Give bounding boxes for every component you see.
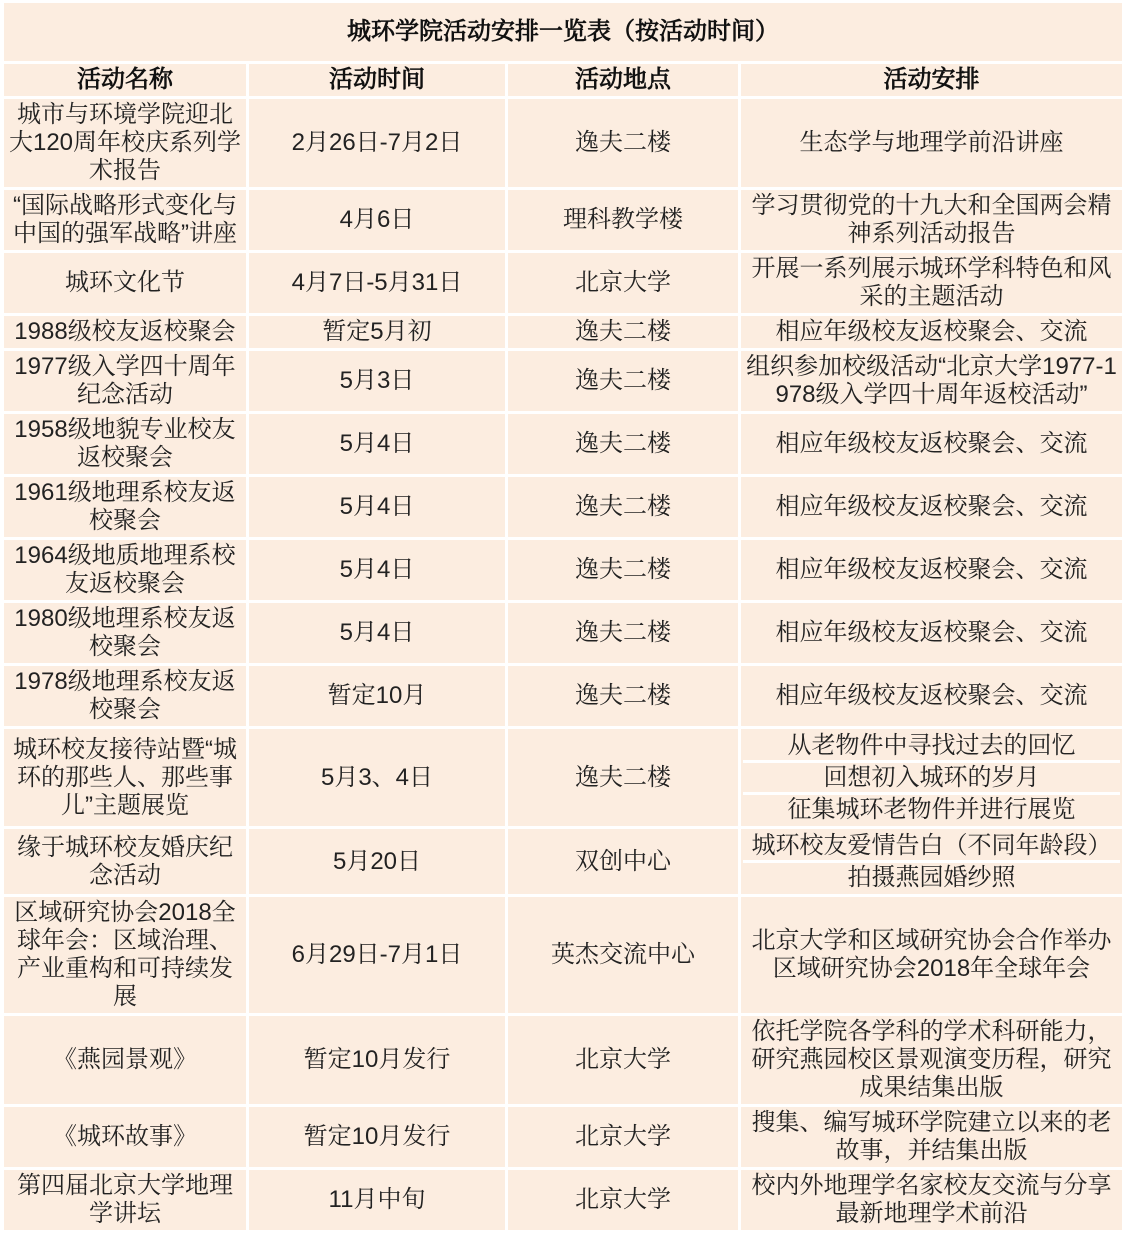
table-row [4, 666, 1122, 726]
table-row [4, 414, 1122, 474]
activity-time-cell: 11月中旬 [249, 1170, 505, 1230]
activity-location-cell: 北京大学 [508, 1107, 738, 1167]
activity-arrangement-cell [741, 729, 1122, 826]
activity-arrangement-cell: 校内外地理学名家校友交流与分享最新地理学术前沿 [741, 1170, 1122, 1230]
activity-name-cell: 《燕园景观》 [4, 1016, 246, 1104]
activity-name-cell: 《城环故事》 [4, 1107, 246, 1167]
table-row [4, 1107, 1122, 1167]
table-row [4, 729, 1122, 826]
activity-location-cell: 逸夫二楼 [508, 351, 738, 411]
activity-location-cell: 双创中心 [508, 829, 738, 894]
activity-arrangement-cell: 相应年级校友返校聚会、交流 [741, 666, 1122, 726]
activity-location-cell: 逸夫二楼 [508, 316, 738, 348]
activity-arrangement-cell: 搜集、编写城环学院建立以来的老故事，并结集出版 [741, 1107, 1122, 1167]
activity-location-cell: 北京大学 [508, 1170, 738, 1230]
activity-time-cell: 暂定5月初 [249, 316, 505, 348]
activity-name-cell: 1988级校友返校聚会 [4, 316, 246, 348]
table-row [4, 897, 1122, 1013]
activity-time-cell: 暂定10月 [249, 666, 505, 726]
activity-location-cell: 北京大学 [508, 253, 738, 313]
arrangement-sub-item: 城环校友爱情告白（不同年龄段） [751, 831, 1112, 859]
activity-time-cell: 5月3、4日 [249, 729, 505, 826]
table-body [4, 99, 1122, 1230]
table-row [4, 540, 1122, 600]
table-row [4, 477, 1122, 537]
activity-name-cell: 缘于城环校友婚庆纪念活动 [4, 829, 246, 894]
activity-location-cell: 理科教学楼 [508, 190, 738, 250]
activity-time-cell: 暂定10月发行 [249, 1107, 505, 1167]
table-row [4, 99, 1122, 187]
activity-name-cell: “国际战略形式变化与中国的强军战略”讲座 [4, 190, 246, 250]
column-header-activity-name: 活动名称 [4, 64, 246, 96]
activity-time-cell: 2月26日-7月2日 [249, 99, 505, 187]
activity-time-cell: 暂定10月发行 [249, 1016, 505, 1104]
activity-name-cell: 城环文化节 [4, 253, 246, 313]
activity-location-cell: 逸夫二楼 [508, 414, 738, 474]
header-row [4, 64, 1122, 96]
activity-name-cell: 1977级入学四十周年纪念活动 [4, 351, 246, 411]
activity-location-cell: 英杰交流中心 [508, 897, 738, 1013]
table-row [4, 1170, 1122, 1230]
activity-time-cell: 4月7日-5月31日 [249, 253, 505, 313]
activity-arrangement-cell: 相应年级校友返校聚会、交流 [741, 540, 1122, 600]
activity-time-cell: 5月4日 [249, 603, 505, 663]
activity-name-cell: 城环校友接待站暨“城环的那些人、那些事儿”主题展览 [4, 729, 246, 826]
activity-time-cell: 5月4日 [249, 414, 505, 474]
activity-arrangement-cell [741, 829, 1122, 894]
activity-location-cell: 逸夫二楼 [508, 540, 738, 600]
table-row [4, 190, 1122, 250]
activity-arrangement-cell: 相应年级校友返校聚会、交流 [741, 316, 1122, 348]
activity-name-cell: 1964级地质地理系校友返校聚会 [4, 540, 246, 600]
activity-arrangement-cell: 生态学与地理学前沿讲座 [741, 99, 1122, 187]
activity-time-cell: 5月4日 [249, 477, 505, 537]
activity-arrangement-cell: 相应年级校友返校聚会、交流 [741, 414, 1122, 474]
activity-location-cell: 逸夫二楼 [508, 477, 738, 537]
arrangement-sub-item: 拍摄燕园婚纱照 [743, 860, 1120, 892]
activity-arrangement-cell: 相应年级校友返校聚会、交流 [741, 603, 1122, 663]
activity-arrangement-cell: 相应年级校友返校聚会、交流 [741, 477, 1122, 537]
arrangement-sub-item: 从老物件中寻找过去的回忆 [787, 731, 1076, 759]
activity-time-cell: 5月20日 [249, 829, 505, 894]
column-header-activity-time: 活动时间 [249, 64, 505, 96]
activity-time-cell: 5月3日 [249, 351, 505, 411]
activity-schedule-table [1, 0, 1125, 1233]
activity-location-cell: 逸夫二楼 [508, 666, 738, 726]
activity-location-cell: 逸夫二楼 [508, 729, 738, 826]
activity-time-cell: 4月6日 [249, 190, 505, 250]
table-row [4, 253, 1122, 313]
activity-arrangement-cell: 开展一系列展示城环学科特色和风采的主题活动 [741, 253, 1122, 313]
column-header-activity-arrangement: 活动安排 [741, 64, 1122, 96]
activity-name-cell: 1980级地理系校友返校聚会 [4, 603, 246, 663]
arrangement-sub-item: 征集城环老物件并进行展览 [743, 792, 1120, 824]
activity-location-cell: 逸夫二楼 [508, 603, 738, 663]
activity-arrangement-cell: 北京大学和区域研究协会合作举办区域研究协会2018年全球年会 [741, 897, 1122, 1013]
activity-name-cell: 1958级地貌专业校友返校聚会 [4, 414, 246, 474]
activity-name-cell: 1978级地理系校友返校聚会 [4, 666, 246, 726]
activity-name-cell: 城市与环境学院迎北大120周年校庆系列学术报告 [4, 99, 246, 187]
table-row [4, 316, 1122, 348]
table-row [4, 351, 1122, 411]
table-row [4, 603, 1122, 663]
title-row [4, 3, 1122, 61]
activity-time-cell: 5月4日 [249, 540, 505, 600]
activity-time-cell: 6月29日-7月1日 [249, 897, 505, 1013]
table-row [4, 829, 1122, 894]
table-row [4, 1016, 1122, 1104]
activity-arrangement-cell: 依托学院各学科的学术科研能力，研究燕园校区景观演变历程，研究成果结集出版 [741, 1016, 1122, 1104]
activity-name-cell: 第四届北京大学地理学讲坛 [4, 1170, 246, 1230]
activity-arrangement-cell: 学习贯彻党的十九大和全国两会精神系列活动报告 [741, 190, 1122, 250]
column-header-activity-location: 活动地点 [508, 64, 738, 96]
activity-name-cell: 区域研究协会2018全球年会：区域治理、产业重构和可持续发展 [4, 897, 246, 1013]
arrangement-sub-item: 回想初入城环的岁月 [743, 760, 1120, 792]
activity-name-cell: 1961级地理系校友返校聚会 [4, 477, 246, 537]
activity-arrangement-cell: 组织参加校级活动“北京大学1977-1978级入学四十周年返校活动” [741, 351, 1122, 411]
table-title: 城环学院活动安排一览表（按活动时间） [4, 3, 1122, 61]
activity-location-cell: 逸夫二楼 [508, 99, 738, 187]
activity-location-cell: 北京大学 [508, 1016, 738, 1104]
